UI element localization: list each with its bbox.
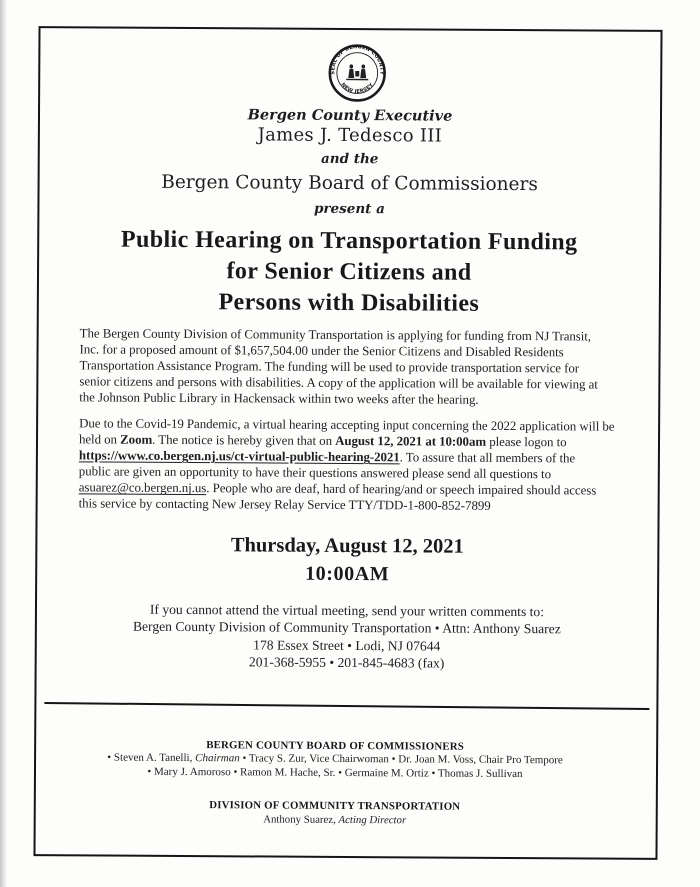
executive-name: James J. Tedesco III bbox=[257, 124, 443, 147]
text-segment: • Steven A. Tanelli, bbox=[107, 751, 196, 765]
paragraph-funding-application bbox=[79, 325, 641, 409]
text-segment: Due to the Covid-19 Pandemic, a virtual hearing accepting input concerning the 2022 application will be bbox=[79, 416, 615, 434]
page-border-frame bbox=[33, 26, 662, 860]
division-heading: DIVISION OF COMMUNITY TRANSPORTATION bbox=[209, 799, 461, 813]
text-segment: held on bbox=[78, 432, 121, 447]
text-segment: Chairman bbox=[195, 752, 240, 765]
text-line: senior citizens and persons with disabilities. A copy of the application will be available for viewing at bbox=[79, 374, 598, 392]
paragraph-virtual-hearing bbox=[79, 415, 642, 515]
hearing-url-link[interactable]: https://www.co.bergen.nj.us/ct-virtual-public-hearing-2021 bbox=[78, 448, 400, 465]
notice-title bbox=[39, 224, 660, 321]
text-line: 178 Essex Street • Lodi, NJ 07644 bbox=[253, 637, 441, 654]
text-segment: please logon to bbox=[486, 434, 567, 450]
text-line: Bergen County Division of Community Transportation • Attn: Anthony Suarez bbox=[132, 618, 561, 637]
footer-divider-line bbox=[44, 702, 649, 710]
header-block bbox=[39, 105, 660, 223]
board-name: Bergen County Board of Commissioners bbox=[161, 171, 538, 196]
hearing-time: 10:00AM bbox=[305, 562, 390, 586]
seal-arc-bottom-textpath: NEW JERSEY bbox=[339, 81, 375, 95]
text-line: If you cannot attend the virtual meeting, send your written comments to: bbox=[149, 601, 545, 620]
text-line: Inc. for a proposed amount of $1,657,504.00 under the Senior Citizens and Disabled Residents bbox=[79, 342, 564, 360]
seal-arc-top-text bbox=[330, 44, 384, 75]
text-segment: Acting Director bbox=[338, 813, 407, 827]
commissioners-heading: BERGEN COUNTY BOARD OF COMMISSIONERS bbox=[206, 739, 465, 753]
commissioners-block bbox=[25, 737, 645, 782]
seal-arc-top-textpath: SEAL OF BERGEN COUNTY bbox=[330, 44, 385, 76]
text-segment: Anthony Suarez, bbox=[263, 813, 339, 826]
seal-figures bbox=[346, 64, 368, 79]
scan-edge-shadow bbox=[0, 0, 7, 887]
text-line: Persons with Disabilities bbox=[218, 289, 480, 317]
text-segment: this service by contacting New Jersey Relay Service TTY/TDD-1-800-852-7899 bbox=[78, 496, 491, 514]
connector-text: and the bbox=[321, 150, 379, 168]
email-link[interactable]: asuarez@co.bergen.nj.us bbox=[78, 480, 207, 496]
text-line: the Johnson Public Library in Hackensack within two weeks after the hearing. bbox=[79, 390, 479, 408]
text-segment: . To assure that all members of the bbox=[399, 450, 576, 466]
text-line: for Senior Citizens and bbox=[226, 258, 472, 286]
text-segment: public are given an opportunity to have their questions answered please send all questions to bbox=[78, 464, 552, 482]
commissioners-names bbox=[25, 751, 645, 782]
bergen-county-seal-icon bbox=[327, 43, 387, 103]
hearing-datetime-block bbox=[37, 530, 657, 589]
division-director-line bbox=[25, 811, 645, 829]
text-segment: August 12, 2021 at 10:00am bbox=[335, 434, 487, 449]
seal-arc-bottom-text bbox=[340, 82, 375, 95]
text-line bbox=[79, 496, 641, 516]
executive-label: Bergen County Executive bbox=[247, 106, 453, 125]
present-text: present a bbox=[313, 200, 385, 218]
text-segment: Zoom bbox=[120, 432, 153, 447]
text-line: Transportation Assistance Program. The funding will be used to provide transportation service for bbox=[79, 358, 580, 376]
text-segment: . The notice is hereby given that on bbox=[152, 432, 336, 449]
division-block bbox=[25, 797, 645, 829]
text-segment: • Mary J. Amoroso • Ramon M. Hache, Sr. • Germaine M. Ortiz • Thomas J. Sullivan bbox=[147, 765, 523, 780]
text-line: Public Hearing on Transportation Funding bbox=[120, 226, 578, 256]
written-comments-contact-block bbox=[37, 600, 657, 673]
hearing-date: Thursday, August 12, 2021 bbox=[230, 534, 464, 558]
text-segment: . People who are deaf, hard of hearing/and or speech impaired should access bbox=[206, 481, 597, 498]
text-segment: • Tracy S. Zur, Vice Chairwoman • Dr. Joan M. Voss, Chair Pro Tempore bbox=[239, 752, 563, 767]
text-line: 201-368-5955 • 201-845-4683 (fax) bbox=[248, 654, 445, 671]
text-line: The Bergen County Division of Community Transportation is applying for funding from NJ Transit, bbox=[79, 326, 592, 344]
